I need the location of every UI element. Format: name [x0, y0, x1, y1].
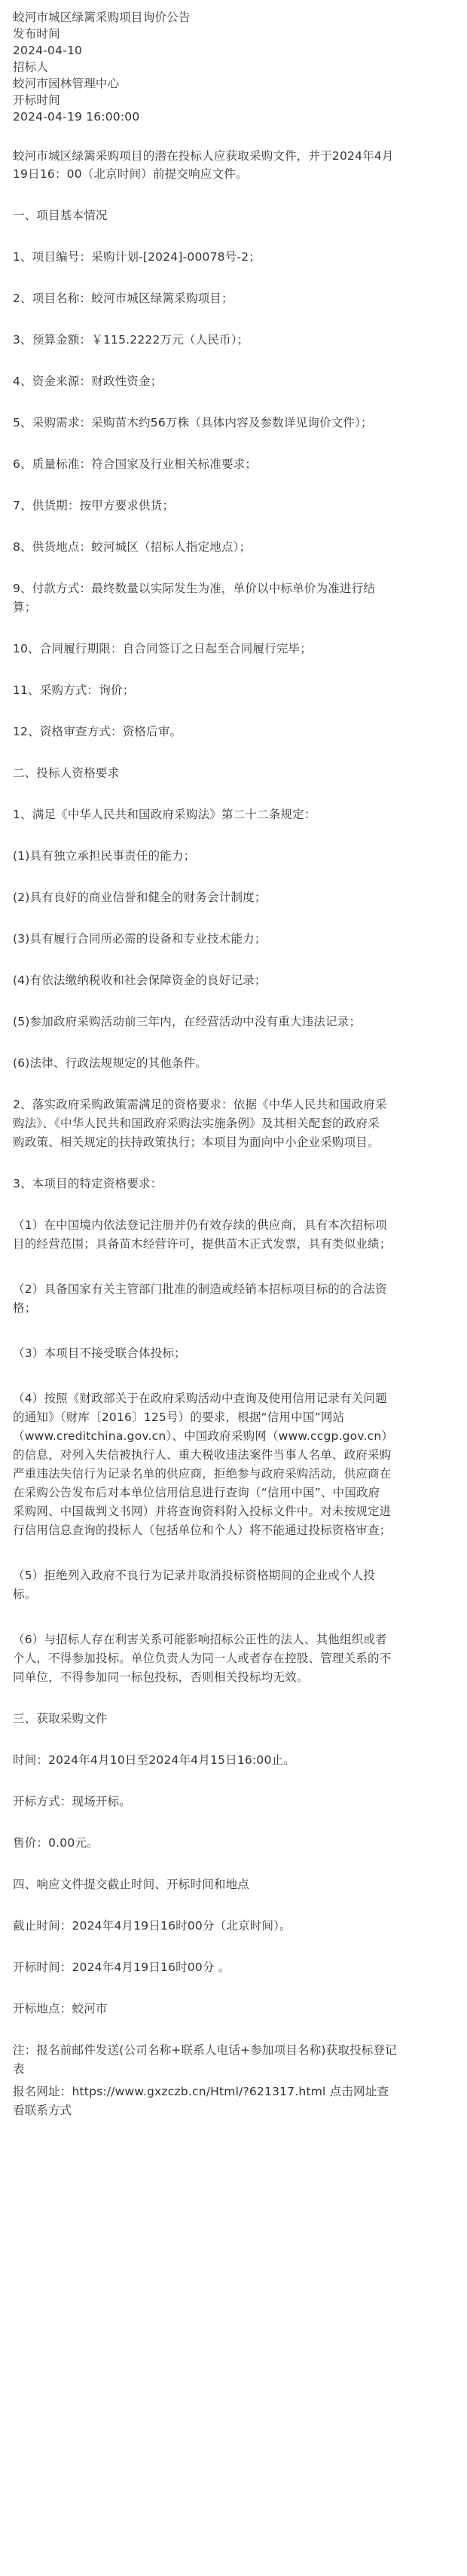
- body-text-line: 采购网、中国裁判文书网）并将查询资料附入投标文件中。对未按规定进: [13, 1505, 392, 1518]
- body-text-line: 注：报名前邮件发送(公司名称+联系人电话+参加项目名称)获取投标登记: [13, 2043, 397, 2057]
- body-text-line: 6、质量标准：符合国家及行业相关标准要求；: [13, 457, 258, 471]
- body-text-line: 1、满足《中华人民共和国政府采购法》第二十二条规定：: [13, 808, 316, 821]
- body-text-line: 开标方式：现场开标。: [13, 1795, 132, 1808]
- body-text-line: 算；: [13, 600, 37, 614]
- section-heading-documents: 三、获取采购文件: [13, 1712, 108, 1725]
- body-text-line: （1）在中国境内依法登记注册并仍有效存续的供应商，具有本次招标项: [13, 1218, 387, 1232]
- body-text-line: 购法》、《中华人民共和国政府采购法实施条例》及其相关配套的政府采: [13, 1117, 380, 1130]
- body-text-line: 严重违法失信行为记录名单的供应商，拒绝参与政府采购活动，供应商在: [13, 1467, 392, 1481]
- body-text-line: (4)有依法缴纳税收和社会保障资金的良好记录；: [13, 973, 267, 987]
- body-text-line: 表: [13, 2062, 25, 2076]
- body-text-line: 同单位，不得参加同一标包投标，否则相关投标均无效。: [13, 1670, 309, 1684]
- body-text-line: 的通知》（财库〔2016〕125号）的要求，根据“信用中国”网站: [13, 1410, 345, 1424]
- body-text-line: 12、资格审查方式：资格后审。: [13, 725, 182, 738]
- body-text-line: 截止时间：2024年4月19日16时00分（北京时间）。: [13, 1919, 291, 1933]
- body-text-line: （2）具备国家有关主管部门批准的制造或经销本招标项目标的的合法资: [13, 1282, 387, 1296]
- body-text-line: 10、合同履行期限：自合同签订之日起至合同履行完毕；: [13, 642, 312, 655]
- body-text-line: 2、落实政府采购政策需满足的资格要求：依据《中华人民共和国政府采: [13, 1098, 387, 1111]
- body-text-line: 个人，不得参加投标。单位负责人为同一人或者存在控股、管理关系的不: [13, 1652, 392, 1665]
- body-text-line: (5)参加政府采购活动前三年内，在经营活动中没有重大违法记录；: [13, 1015, 362, 1028]
- body-text-line: 9、付款方式：最终数量以实际发生为准，单价以中标单价为准进行结: [13, 582, 376, 595]
- tenderer-value: 蛟河市园林管理中心: [13, 77, 120, 90]
- body-text-line: 11、采购方式：询价；: [13, 683, 135, 697]
- body-text-line: 售价：0.00元。: [13, 1836, 99, 1850]
- body-text-line: (6)法律、行政法规规定的其他条件。: [13, 1056, 208, 1070]
- body-text-line: （6）与招标人存在利害关系可能影响招标公正性的法人、其他组织或者: [13, 1633, 387, 1646]
- body-text-line: 19日16：00（北京时间）前提交响应文件。: [13, 167, 248, 181]
- open-time-label: 开标时间: [13, 93, 60, 107]
- body-text-line: 的信息，对列入失信被执行人、重大税收违法案件当事人名单、政府采购: [13, 1448, 392, 1462]
- body-text-line: 看联系方式: [13, 2104, 72, 2117]
- body-text-line: （5）拒绝列入政府不良行为记录并取消投标资格期间的企业或个人投: [13, 1569, 376, 1582]
- section-heading-project-info: 一、项目基本情况: [13, 209, 108, 222]
- tenderer-label: 招标人: [13, 60, 49, 74]
- body-text-line: 购政策、相关规定的扶持政策执行；本项目为面向中小企业采购项目。: [13, 1135, 380, 1149]
- open-time-value: 2024-04-19 16:00:00: [13, 110, 140, 124]
- body-text-line: 报名网址：https://www.gxzczb.cn/Html/?621317.html 点击网址查: [13, 2085, 389, 2098]
- body-text-line: 蛟河市城区绿篱采购项目的潜在投标人应获取采购文件，并于2024年4月: [13, 149, 394, 163]
- body-text-line: 7、供货期：按甲方要求供货；: [13, 499, 175, 512]
- body-text-line: 1、项目编号：采购计划-[2024]-00078号-2；: [13, 250, 261, 264]
- body-text-line: 2、项目名称：蛟河市城区绿篱采购项目；: [13, 292, 233, 305]
- section-heading-deadline: 四、响应文件提交截止时间、开标时间和地点: [13, 1878, 250, 1891]
- publish-time-label: 发布时间: [13, 27, 60, 41]
- body-text-line: 8、供货地点：蛟河城区（招标人指定地点）；: [13, 540, 252, 554]
- body-text-line: (2)具有良好的商业信誉和健全的财务会计制度；: [13, 891, 267, 904]
- body-text-line: 标。: [13, 1587, 37, 1601]
- body-text-line: 在采购公告发布后对本单位信用信息进行查询（“信用中国”、中国政府: [13, 1486, 380, 1499]
- body-text-line: 格；: [13, 1301, 37, 1315]
- body-text-line: 4、资金来源：财政性资金；: [13, 374, 163, 388]
- body-text-line: 行信用信息查询的投标人（包括单位和个人）将不能通过投标资格审查；: [13, 1523, 392, 1537]
- publish-time-value: 2024-04-10: [13, 44, 83, 57]
- body-text-line: 开标时间：2024年4月19日16时00分 。: [13, 1960, 230, 1974]
- section-heading-qualification: 二、投标人资格要求: [13, 766, 120, 780]
- body-text-line: 开标地点：蛟河市: [13, 2002, 108, 2015]
- body-text-line: 5、采购需求：采购苗木约56万株（具体内容及参数详见询价文件）；: [13, 416, 373, 429]
- body-text-line: 时间：2024年4月10日至2024年4月15日16:00止。: [13, 1753, 295, 1767]
- body-text-line: 3、本项目的特定资格要求：: [13, 1177, 163, 1190]
- body-text-line: 目的经营范围；具备苗木经营许可，提供苗木正式发票，具有类似业绩；: [13, 1237, 392, 1251]
- body-text-line: （3）本项目不接受联合体投标；: [13, 1346, 186, 1360]
- body-text-line: （4）按照《财政部关于在政府采购活动中查询及使用信用记录有关问题: [13, 1392, 387, 1405]
- body-text-line: 3、预算金额：￥115.2222万元（人民币）；: [13, 333, 249, 347]
- body-text-line: (1)具有独立承担民事责任的能力；: [13, 849, 196, 863]
- body-text-line: （www.creditchina.gov.cn）、中国政府采购网（www.ccgp.gov.cn）: [13, 1429, 394, 1443]
- body-text-line: (3)具有履行合同所必需的设备和专业技术能力；: [13, 932, 267, 946]
- page-title: 蛟河市城区绿篱采购项目询价公告: [13, 11, 191, 24]
